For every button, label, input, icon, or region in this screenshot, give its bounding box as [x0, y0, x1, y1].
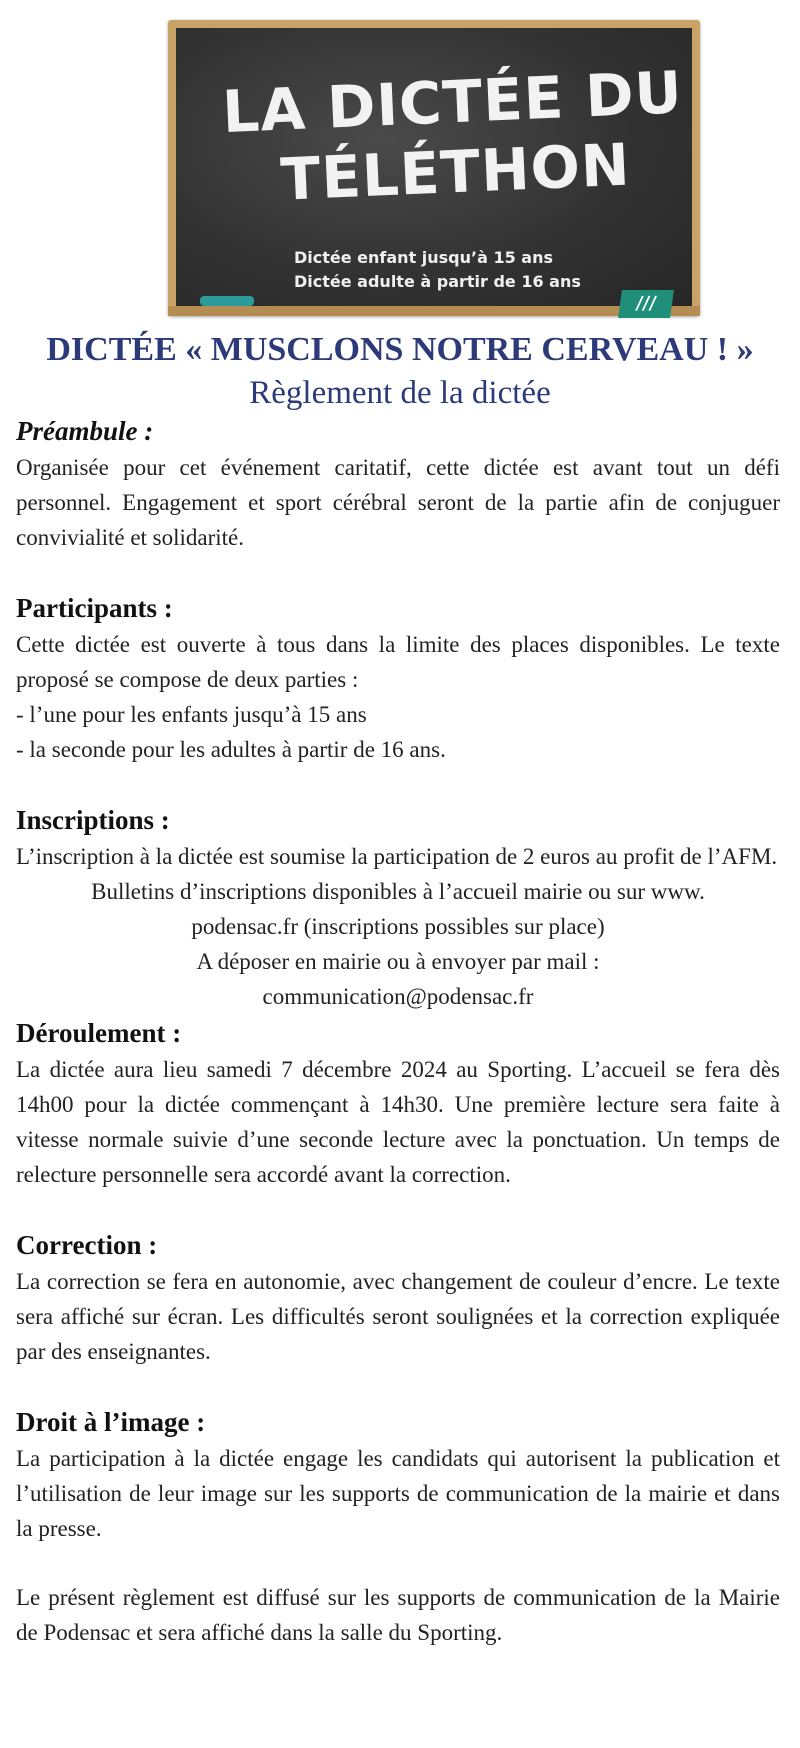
page-subtitle: Règlement de la dictée [249, 375, 551, 411]
section-droit-image [16, 1403, 780, 1546]
section-text-participants: Cette dictée est ouverte à tous dans la limite des places disponibles. Le texte proposé se compose de deux parties : [16, 632, 780, 692]
spacer [16, 767, 780, 801]
chalk-box-icon: /// [618, 290, 674, 318]
section-text-droit-image: La participation à la dictée engage les candidats qui autorisent la publication et l’utilisation de leur image sur les supports de communication de la mairie et dans la presse. [16, 1446, 780, 1541]
spacer [16, 1546, 780, 1580]
participants-item-children: - l’une pour les enfants jusqu’à 15 ans [16, 702, 367, 727]
section-preambule [16, 412, 780, 555]
section-text-correction: La correction se fera en autonomie, avec changement de couleur d’encre. Le texte sera affiché sur écran. Les difficultés seront soulignées et la correction expliquée par des enseignantes. [16, 1269, 780, 1364]
section-title-deroulement: Déroulement : [16, 1018, 182, 1048]
chalkboard-sub-line1: Dictée enfant jusqu’à 15 ans [294, 248, 554, 267]
inscriptions-website-line: podensac.fr (inscriptions possibles sur place) [191, 914, 605, 939]
page-title: DICTÉE « MUSCLONS NOTRE CERVEAU ! » [46, 331, 754, 368]
section-title-inscriptions: Inscriptions : [16, 805, 170, 835]
section-deroulement [16, 1014, 780, 1192]
chalkboard-title-line1: LA DICTÉE DU [220, 58, 684, 147]
participants-item-adults: - la seconde pour les adultes à partir de 16 ans. [16, 737, 446, 762]
section-participants [16, 589, 780, 767]
chalkboard-sub-line2: Dictée adulte à partir de 16 ans [294, 272, 581, 291]
section-title-participants: Participants : [16, 593, 173, 623]
spacer [16, 1369, 780, 1403]
spacer [16, 555, 780, 589]
chalkboard-surface [176, 28, 692, 308]
eraser-icon [200, 296, 254, 306]
spacer [16, 1192, 780, 1226]
section-inscriptions [16, 801, 780, 1014]
inscriptions-bulletins-line: Bulletins d’inscriptions disponibles à l’accueil mairie ou sur www. [91, 879, 705, 904]
section-closing [16, 1580, 780, 1650]
section-title-preambule: Préambule : [16, 416, 154, 446]
closing-text: Le présent règlement est diffusé sur les supports de communication de la Mairie de Podensac et sera affiché dans la salle du Sporting. [16, 1585, 780, 1645]
chalkboard-title-line2: TÉLÉTHON [279, 130, 632, 214]
chalkboard-title [176, 57, 692, 219]
section-text-inscriptions: L’inscription à la dictée est soumise la participation de 2 euros au profit de l’AFM. [16, 844, 778, 869]
inscriptions-deposit-line: A déposer en mairie ou à envoyer par mail : [196, 949, 600, 974]
chalkboard-subtitle [294, 246, 581, 294]
section-text-preambule: Organisée pour cet événement caritatif, cette dictée est avant tout un défi personnel. Engagement et sport cérébral seront de la partie afin de conjuguer convivialité et solidarité. [16, 455, 780, 550]
section-text-deroulement: La dictée aura lieu samedi 7 décembre 2024 au Sporting. L’accueil se fera dès 14h00 pour la dictée commençant à 14h30. Une première lecture sera faite à vitesse normale suivie d’une seconde lecture avec la ponctuation. Un temps de relecture personnelle sera accordé avant la correction. [16, 1057, 780, 1187]
section-title-droit-image: Droit à l’image : [16, 1407, 206, 1437]
chalkboard-banner [168, 20, 700, 316]
section-correction [16, 1226, 780, 1369]
inscriptions-email-link[interactable]: communication@podensac.fr [262, 984, 534, 1009]
rules-content [16, 412, 780, 1650]
section-title-correction: Correction : [16, 1230, 158, 1260]
